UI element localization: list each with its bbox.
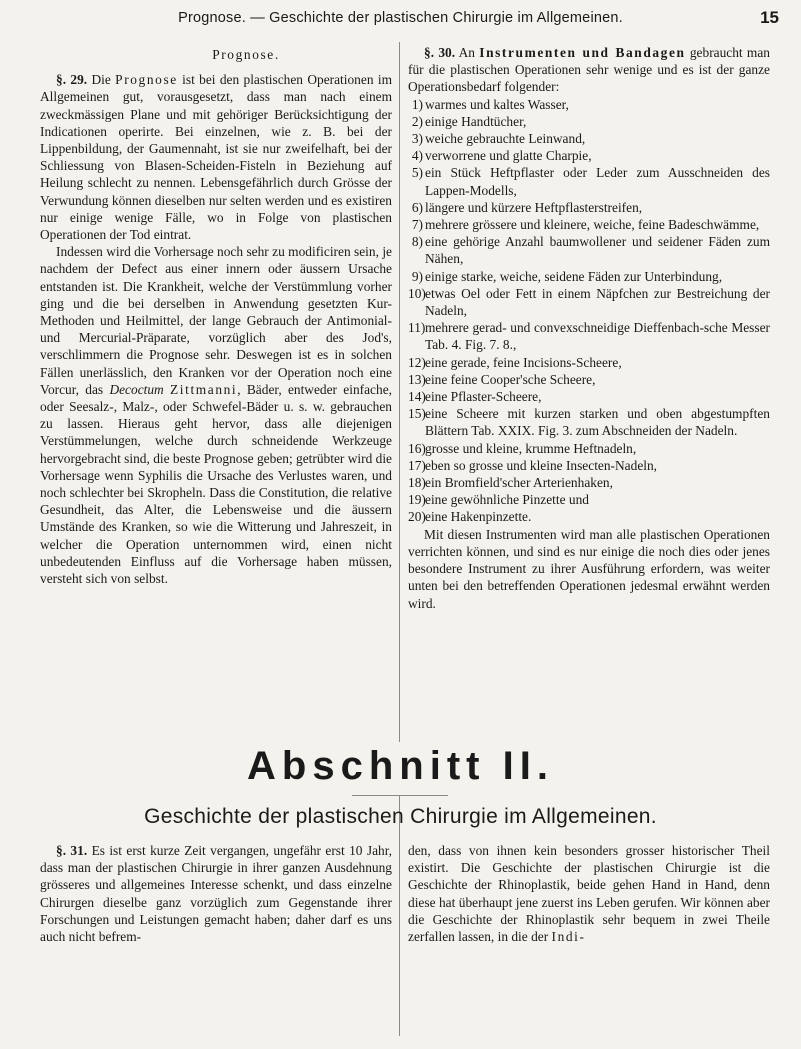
item-number: 12) [408,354,426,370]
paragraph-29 [40,71,392,243]
list-item [408,405,770,439]
p30-lead: An [458,45,475,60]
running-title: Prognose. — Geschichte der plastischen Chirurgie im Allgemeinen. [178,10,623,26]
item-number: 11) [408,320,426,336]
item-text: ein Bromfield'scher Arterienhaken, [425,475,613,491]
list-item [408,113,770,130]
item-text: einige starke, weiche, seidene Fäden zur Unterbindung, [425,268,723,284]
list-item [408,440,770,457]
list-item [408,233,770,267]
item-text: mehrere gerad- und convexschneidige Dieffenbach-sche Messer Tab. 4. Fig. 7. 8., [425,320,770,353]
item-text: warmes und kaltes Wasser, [425,96,569,112]
list-item [408,371,770,388]
item-number: 16) [408,440,426,456]
column-divider-bottom [399,796,400,1036]
term-zittmanni: Zittmanni [170,381,238,397]
bottom-right-column [408,842,770,945]
list-item [408,199,770,216]
item-text: eine feine Cooper'sche Scheere, [425,371,596,387]
item-text: eine gehörige Anzahl baumwollener und seidener Fäden zum Nähen, [425,234,770,267]
item-number: 15) [408,406,426,422]
section-heading: Abschnitt II. [247,744,554,788]
p31-cont-body: den, dass von ihnen kein besonders grosser historischer Theil existirt. Die Geschichte der plastischen Chirurgie ist die Geschichte der Rhinoplastik, beide gehen Hand in Hand, denn diese hat überhaupt jene zuerst ins Leben gerufen. Wir können aber die Geschichte der Rhinoplastik sehr bequem in zwei Theile zerfallen lassen, in die der [408,843,770,945]
item-text: eben so grosse und kleine Insecten-Nadeln, [425,457,658,473]
item-text: eine gewöhnliche Pinzette und [425,492,589,508]
item-text: grosse und kleine, krumme Heftnadeln, [425,440,637,456]
section-number-30: §. 30. [424,45,456,60]
list-item [408,285,770,319]
item-number: 13) [408,371,426,387]
page-number: 15 [760,8,779,27]
item-number: 2) [411,113,423,129]
section-number-31: §. 31. [56,843,88,858]
right-column [408,44,770,612]
term-decoctum: Decoctum [109,381,164,397]
item-number: 8) [411,234,423,250]
list-item [408,96,770,113]
item-number: 17) [408,457,426,473]
item-number: 14) [408,389,426,405]
p2-body-b: , Bäder, entweder einfache, oder Seesalz-, Malz-, oder Schwefel-Bäder u. s. w. gebrauchen zu lassen. Hieraus geht hervor, dass alle diejenigen Verstümmelungen, welche durch schneidende Werkzeuge hervorgebracht sind, die beste Prognose geben; getrübter wird die Vorhersage wenn Syphilis die Ursache des Verlustes waren, und noch schlechter bei Skropheln. Dass die Constitution, die relative Gesundheit, das Alter, die Lebensweise und die äussern Umstände des Kranken, so wie die Witterung und Jahreszeit, in welcher die Operation unternommen wird, einen nicht unbedeutenden Einfluss auf die Vorhersage haben müssen, versteht sich von selbst. [40,381,392,587]
list-item [408,491,770,508]
p30-body: gebraucht man für die plastischen Operationen sehr wenige und es ist der ganze Operationsbedarf folgender: [408,45,770,95]
item-number: 19) [408,492,426,508]
paragraph-closing: Mit diesen Instrumenten wird man alle plastischen Operationen verrichten können, und sind es nur einige die noch dies oder jenes besondere Instrument zu ihrer Ausführung erfordern, was weiter unten bei den betreffenden Operationen jedesmal erwähnt werden wird. [408,526,770,611]
list-item [408,508,770,525]
item-text: etwas Oel oder Fett in einem Näpfchen zur Bestreichung der Nadeln, [425,285,770,319]
paragraph-prognose-2 [40,243,392,587]
item-number: 6) [411,199,423,215]
running-head [0,8,801,34]
list-item [408,319,770,353]
term-indi: Indi- [551,929,586,945]
list-item [408,147,770,164]
p2-body-a: Indessen wird die Vorhersage noch sehr zu modificiren sein, je nachdem der Defect aus einer innern oder äussern Ursache entstanden ist. Die Krankheit, welche der Verstümmlung vorher ging und die bei derselben in Anwendung gesetzten Kur-Methoden und Heilmittel, der lange Gebrauch der Antimonial- und Mercurial-Präparate, vorzüglich aber des Jod's, verschlimmern die Prognose sehr. Deswegen ist es in solchen Fällen unerlässlich, den Kranken vor der Operation noch eine Vorcur, das [40,244,392,397]
paragraph-30 [408,44,770,96]
item-number: 5) [411,165,423,181]
section-subheading: Geschichte der plastischen Chirurgie im Allgemeinen. [144,805,657,828]
item-number: 9) [411,268,423,284]
p29-lead: Die [91,72,111,88]
item-text: weiche gebrauchte Leinwand, [425,131,586,147]
item-number: 10) [408,285,426,301]
list-item [408,164,770,198]
item-text: eine Hakenpinzette. [425,509,532,525]
item-text: mehrere grössere und kleinere, weiche, feine Badeschwämme, [425,217,760,233]
item-number: 3) [411,131,423,147]
paragraph-31-cont [408,842,770,945]
list-item [408,268,770,285]
left-column [40,46,392,587]
item-text: eine Scheere mit kurzen starken und oben abgestumpften Blättern Tab. XXIX. Fig. 3. zum Abschneiden der Nadeln. [425,406,770,439]
item-text: verworrene und glatte Charpie, [425,148,592,164]
item-number: 1) [411,96,423,112]
section-number-29: §. 29. [56,72,88,88]
item-number: 20) [408,509,426,525]
item-number: 18) [408,475,426,491]
paragraph-31 [40,842,392,945]
p29-body: ist bei den plastischen Operationen im Allgemeinen gut, vorausgesetzt, dass man nach einem zweckmässigen Plane und mit gehöriger Berücksichtigung der Indicationen operirte. Bei einzelnen, wie z. B. bei der Lippenbildung, der Gaumennaht, ist sie nur zweifelhaft, bei der Schliessung von Blasen-Scheiden-Fisteln in Beziehung auf Heilung schlecht zu nennen. Lebensgefährlich durch Grösse der Verwundung können dieselben nur selten werden und es existiren nur einige wenige Fälle, wo in Folge von plastischen Operationen der Tod eintrat. [40,72,392,243]
bottom-left-column [40,842,392,945]
instrument-list [408,96,770,526]
list-item [408,130,770,147]
list-item [408,354,770,371]
term-instrumente: Instrumenten und Bandagen [479,45,686,60]
column-divider [399,42,400,742]
item-text: eine gerade, feine Incisions-Scheere, [425,354,622,370]
list-item [408,457,770,474]
list-item [408,474,770,491]
list-item [408,388,770,405]
item-text: längere und kürzere Heftpflasterstreifen, [425,199,643,215]
item-number: 4) [411,148,423,164]
p31-body: Es ist erst kurze Zeit vergangen, ungefähr erst 10 Jahr, dass man der plastischen Chirurgie in ihrer ganzen Ausdehnung grösseres und allgemeines Interesse schenkt, und dass einzelne Chirurgen dieselbe ganz vorzüglich zum Gegenstande ihrer Forschungen und Leistungen gemacht haben; daher darf es uns auch nicht befrem- [40,843,392,945]
item-number: 7) [411,217,423,233]
item-text: eine Pflaster-Scheere, [425,389,542,405]
list-item [408,216,770,233]
prognose-heading: Prognose. [212,47,280,62]
heading-rule [352,795,448,796]
item-text: einige Handtücher, [425,113,527,129]
term-prognose: Prognose [115,72,178,88]
item-text: ein Stück Heftpflaster oder Leder zum Ausschneiden des Lappen-Modells, [425,165,770,198]
